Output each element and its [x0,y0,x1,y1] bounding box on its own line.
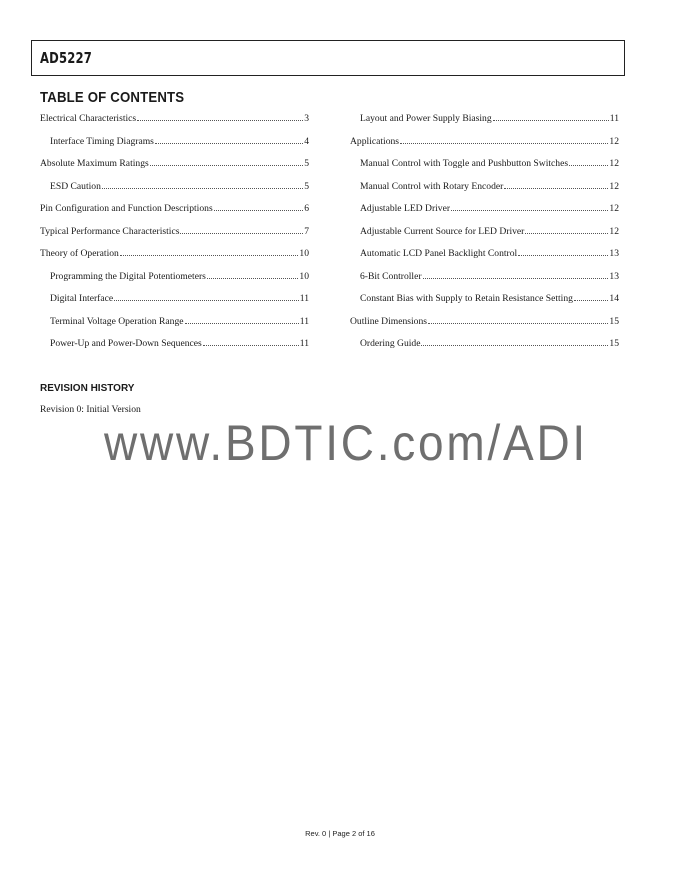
toc-entry-page: 6 [304,203,309,214]
toc-entry-title: Adjustable Current Source for LED Driver [360,225,525,237]
toc-leader-dots [428,323,608,324]
toc-entry[interactable] [40,113,309,136]
toc-entry-title: Typical Performance Characteristics [40,225,180,237]
toc-entry-page: 12 [609,203,619,214]
toc-entry[interactable] [350,113,619,136]
toc-entry[interactable] [350,293,619,316]
toc-leader-dots [504,188,608,189]
toc-entry-title: Terminal Voltage Operation Range [50,315,184,327]
part-number-title: AD5227 [40,49,92,67]
toc-leader-dots [451,210,608,211]
toc-entry-page: 5 [304,158,309,169]
toc-entry-page: 10 [299,248,309,259]
toc-leader-dots [114,300,299,301]
toc-entry-title: Pin Configuration and Function Descriptions [40,203,213,214]
toc-entry[interactable] [350,271,619,294]
toc-leader-dots [400,143,608,144]
toc-leader-dots [150,165,303,166]
toc-leader-dots [493,120,609,121]
watermark: www.BDTIC.com/ADI [104,415,588,471]
toc-entry-title: Programming the Digital Potentiometers [50,270,206,282]
toc-leader-dots [137,120,303,121]
toc-entry-title: Theory of Operation [40,248,119,259]
toc-entry-page: 15 [609,338,619,349]
header-box [31,40,625,76]
toc-entry-page: 14 [609,293,619,304]
toc-entry-page: 12 [609,225,619,237]
toc-entry[interactable] [350,248,619,271]
toc-leader-dots [120,255,299,256]
toc-leader-dots [207,278,299,279]
toc-left-column [40,113,309,361]
toc-entry[interactable] [40,248,309,271]
toc-leader-dots [525,233,608,234]
toc-entry-page: 15 [609,315,619,327]
toc-entry-title: Manual Control with Toggle and Pushbutton Switches [360,158,569,169]
toc-entry-title: Interface Timing Diagrams [50,135,154,147]
toc-leader-dots [518,255,608,256]
toc-entry-page: 12 [609,180,619,192]
toc-entry-page: 11 [299,338,309,349]
toc-entry-title: Layout and Power Supply Biasing [360,113,492,124]
toc-leader-dots [214,210,304,211]
toc-entry-title: Constant Bias with Supply to Retain Resistance Setting [360,293,573,304]
toc-entry[interactable] [40,136,309,159]
toc-leader-dots [203,345,299,346]
toc-entry-title: Applications [350,135,400,147]
toc-entry-page: 5 [304,180,309,192]
toc-right-column [350,113,619,361]
toc-entry[interactable] [40,203,309,226]
toc-entry[interactable] [350,136,619,159]
toc-entry-page: 7 [304,225,309,237]
toc-entry[interactable] [350,203,619,226]
toc-heading: TABLE OF CONTENTS [40,89,185,106]
toc-leader-dots [421,345,608,346]
toc-entry-page: 12 [609,135,619,147]
toc-entry-page: 13 [609,270,619,282]
toc-leader-dots [423,278,609,279]
toc-entry-page: 11 [299,315,309,327]
toc-entry-title: Manual Control with Rotary Encoder [360,180,504,192]
toc-entry-title: ESD Caution [50,180,101,192]
toc-entry-title: Outline Dimensions [350,315,428,327]
toc-entry-title: Absolute Maximum Ratings [40,158,149,169]
toc-entry-title: Digital Interface [50,293,114,304]
toc-entry-page: 11 [609,113,619,124]
toc-leader-dots [155,143,303,144]
toc-entry[interactable] [40,226,309,249]
toc-entry[interactable] [40,181,309,204]
toc-entry-page: 11 [299,293,309,304]
toc-entry-page: 12 [609,158,619,169]
toc-leader-dots [185,323,299,324]
toc-entry[interactable] [40,293,309,316]
revision-entry: Revision 0: Initial Version [40,404,141,415]
toc-leader-dots [102,188,303,189]
toc-leader-dots [569,165,608,166]
toc-leader-dots [180,233,303,234]
toc-entry[interactable] [40,316,309,339]
toc-entry-title: Electrical Characteristics [40,113,137,124]
toc-entry[interactable] [40,271,309,294]
toc-entry-title: Ordering Guide [360,338,421,349]
toc-entry-title: 6-Bit Controller [360,270,422,282]
toc-leader-dots [574,300,608,301]
toc-entry[interactable] [350,226,619,249]
toc-entry-title: Power-Up and Power-Down Sequences [50,338,202,349]
toc-entry[interactable] [350,158,619,181]
toc-entry-title: Adjustable LED Driver [360,203,451,214]
toc-entry-page: 3 [304,113,309,124]
toc-entry[interactable] [40,338,309,361]
toc-entry-page: 13 [609,248,619,259]
toc-entry[interactable] [350,181,619,204]
toc-entry-title: Automatic LCD Panel Backlight Control [360,248,518,259]
page-footer: Rev. 0 | Page 2 of 16 [305,829,375,838]
revision-history-heading: REVISION HISTORY [40,383,135,394]
toc-entry-page: 10 [299,270,309,282]
toc-entry[interactable] [350,338,619,361]
toc-entry[interactable] [350,316,619,339]
toc-entry-page: 4 [304,135,309,147]
toc-entry[interactable] [40,158,309,181]
